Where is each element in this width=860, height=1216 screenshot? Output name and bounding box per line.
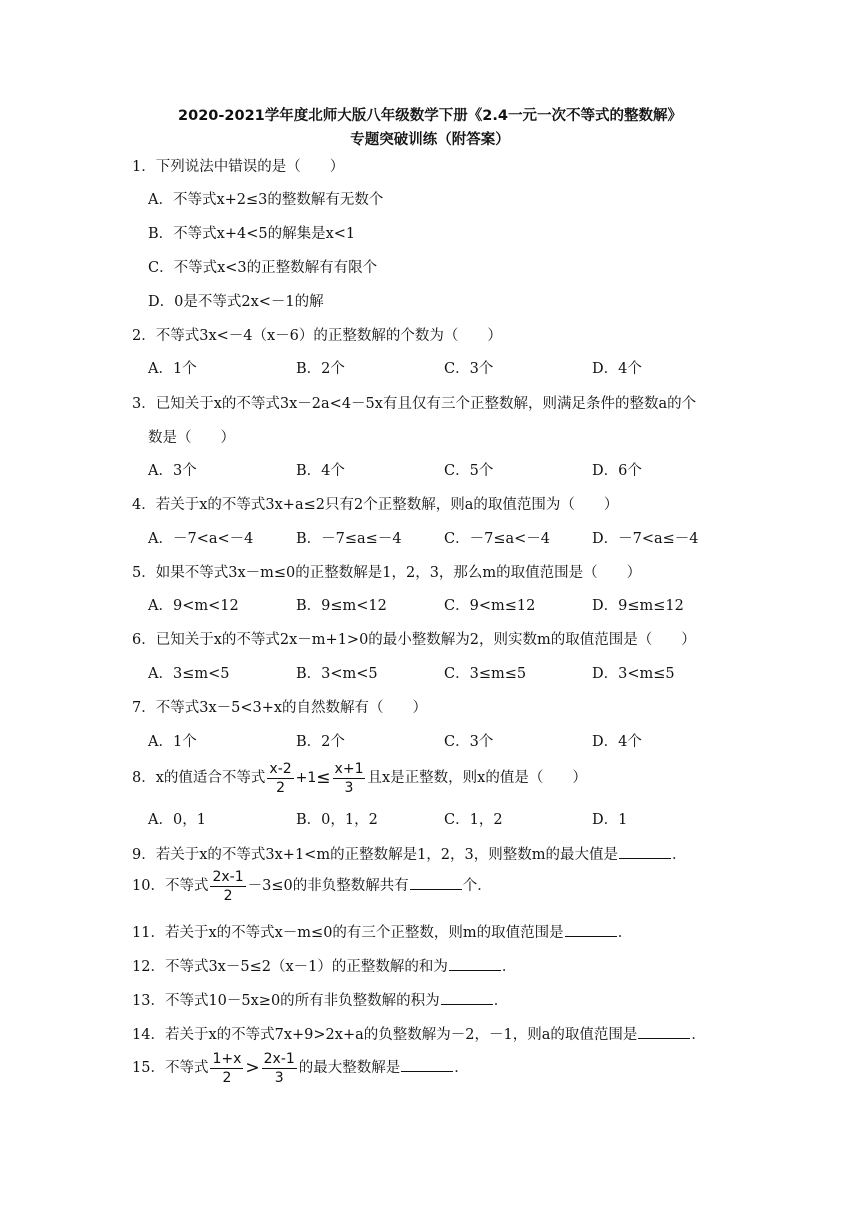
option-7a: A．1个 <box>148 734 197 750</box>
option-8c: C．1，2 <box>444 812 503 828</box>
question-15-prefix: 15．不等式 <box>132 1060 209 1076</box>
question-10-prefix: 10．不等式 <box>132 878 209 894</box>
question-9 <box>132 844 687 865</box>
document-subtitle: 专题突破训练（附答案） <box>350 132 510 148</box>
answer-blank[interactable] <box>638 1024 690 1039</box>
option-5c: C．9<m≤12 <box>444 598 536 614</box>
question-13-end: ． <box>493 993 509 1009</box>
option-7c: C．3个 <box>444 734 494 750</box>
fraction-denominator: 2 <box>223 887 233 904</box>
fraction-numerator: 1+x <box>212 1050 242 1067</box>
question-4: 4．若关于x的不等式3x+a≤2只有2个正整数解，则a的取值范围为（ ） <box>132 497 619 513</box>
option-6a: A．3≤m<5 <box>148 666 230 682</box>
answer-blank[interactable] <box>401 1057 453 1072</box>
question-10-mid: －3≤0的非负整数解共有 <box>247 878 409 894</box>
option-3b: B．4个 <box>296 463 345 479</box>
option-8d: D．1 <box>592 812 628 828</box>
question-8 <box>132 760 587 796</box>
question-11-text: 11．若关于x的不等式x－m≤0的有三个正整数，则m的取值范围是 <box>132 925 564 941</box>
option-8a: A．0，1 <box>148 812 206 828</box>
question-14 <box>132 1024 706 1045</box>
question-13 <box>132 990 508 1011</box>
question-10-end: 个． <box>462 878 492 894</box>
option-1a: A．不等式x+2≤3的整数解有无数个 <box>148 192 384 208</box>
question-11-end: ． <box>617 925 633 941</box>
question-10 <box>132 868 492 904</box>
option-1d: D．0是不等式2x<－1的解 <box>148 294 324 310</box>
question-1: 1．下列说法中错误的是（ ） <box>132 159 345 175</box>
question-15-suffix: 的最大整数解是 <box>298 1060 401 1076</box>
option-1b: B．不等式x+4<5的解集是x<1 <box>148 226 356 242</box>
question-15-end: ． <box>454 1060 469 1076</box>
fraction-2x-minus-1-over-2 <box>210 869 245 904</box>
fraction-numerator: 2x-1 <box>263 1050 295 1067</box>
option-4a: A．－7<a<－4 <box>148 531 254 547</box>
option-6b: B．3<m<5 <box>296 666 378 682</box>
option-2d: D．4个 <box>592 361 642 377</box>
fraction-1-plus-x-over-2 <box>210 1051 243 1086</box>
fraction-denominator: 2 <box>276 779 285 796</box>
answer-blank[interactable] <box>565 922 617 937</box>
option-7d: D．4个 <box>592 734 642 750</box>
option-7b: B．2个 <box>296 734 345 750</box>
question-3: 3．已知关于x的不等式3x－2a<4－5x有且仅有三个正整数解，则满足条件的整数a的个 <box>132 396 697 412</box>
question-14-text: 14．若关于x的不等式7x+9>2x+a的负整数解为－2，－1，则a的取值范围是 <box>132 1027 638 1043</box>
greater-than-symbol: > <box>245 1058 260 1078</box>
question-2: 2．不等式3x<－4（x－6）的正整数解的个数为（ ） <box>132 328 502 344</box>
fraction-denominator: 3 <box>274 1069 284 1086</box>
document-title: 2020-2021学年度北师大版八年级数学下册《2.4一元一次不等式的整数解》 <box>178 108 682 124</box>
option-4c: C．－7≤a<－4 <box>444 531 550 547</box>
option-4b: B．－7≤a≤－4 <box>296 531 402 547</box>
option-3d: D．6个 <box>592 463 642 479</box>
option-3a: A．3个 <box>148 463 197 479</box>
fraction-denominator: 2 <box>222 1069 232 1086</box>
question-8-suffix: 且x是正整数，则x的值是（ ） <box>367 770 587 786</box>
option-1c: C．不等式x<3的正整数解有有限个 <box>148 260 378 276</box>
fraction-numerator: 2x-1 <box>212 868 244 885</box>
answer-blank[interactable] <box>619 844 671 859</box>
option-4d: D．－7<a≤－4 <box>592 531 699 547</box>
option-5d: D．9≤m≤12 <box>592 598 684 614</box>
option-2b: B．2个 <box>296 361 345 377</box>
question-5: 5．如果不等式3x－m≤0的正整数解是1，2，3，那么m的取值范围是（ ） <box>132 565 642 581</box>
answer-blank[interactable] <box>449 956 501 971</box>
option-5a: A．9<m<12 <box>148 598 239 614</box>
question-12-text: 12．不等式3x－5≤2（x－1）的正整数解的和为 <box>132 959 448 975</box>
option-6c: C．3≤m≤5 <box>444 666 527 682</box>
option-5b: B．9≤m<12 <box>296 598 387 614</box>
less-equal-symbol: ≤ <box>316 768 331 788</box>
fraction-2x-minus-1-over-3 <box>262 1051 297 1086</box>
fraction-denominator: 3 <box>344 779 354 796</box>
option-6d: D．3<m≤5 <box>592 666 675 682</box>
question-12-end: ． <box>501 959 517 975</box>
answer-blank[interactable] <box>410 875 462 890</box>
fraction-x-minus-2-over-2 <box>267 761 293 796</box>
question-3-cont: 数是（ ） <box>148 430 235 446</box>
option-2c: C．3个 <box>444 361 494 377</box>
option-3c: C．5个 <box>444 463 494 479</box>
question-7: 7．不等式3x－5<3+x的自然数解有（ ） <box>132 700 428 716</box>
option-8b: B．0，1，2 <box>296 812 378 828</box>
fraction-numerator: x-2 <box>269 760 292 777</box>
question-8-plus-one: +1 <box>295 770 317 786</box>
question-8-prefix: 8．x的值适合不等式 <box>132 770 266 786</box>
fraction-x-plus-1-over-3 <box>333 761 366 796</box>
question-9-text: 9．若关于x的不等式3x+1<m的正整数解是1，2，3，则整数m的最大值是 <box>132 847 619 863</box>
question-15 <box>132 1050 469 1086</box>
fraction-numerator: x+1 <box>334 760 364 777</box>
question-11 <box>132 922 632 943</box>
option-2a: A．1个 <box>148 361 197 377</box>
question-12 <box>132 956 516 977</box>
question-13-text: 13．不等式10－5x≥0的所有非负整数解的积为 <box>132 993 440 1009</box>
answer-blank[interactable] <box>441 990 493 1005</box>
question-6: 6．已知关于x的不等式2x－m+1>0的最小整数解为2，则实数m的取值范围是（ ） <box>132 632 696 648</box>
question-9-end: ． <box>672 847 687 863</box>
question-14-end: ． <box>691 1027 706 1043</box>
